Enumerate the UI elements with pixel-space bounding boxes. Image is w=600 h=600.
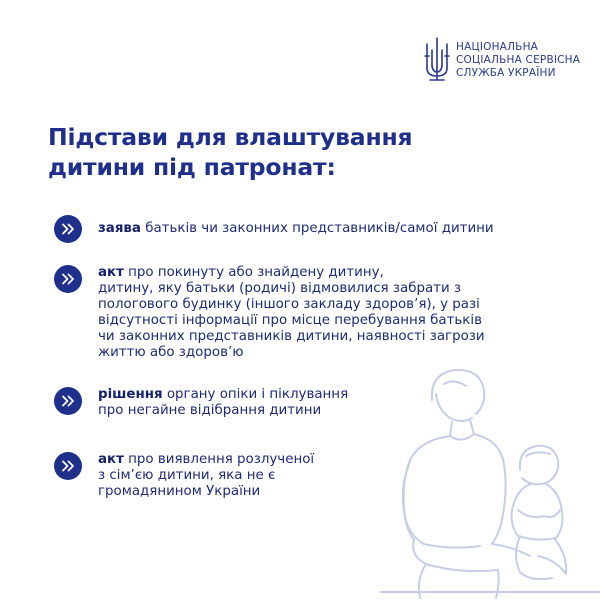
double-chevron-right-icon — [54, 387, 82, 415]
item-keyword: рішення — [98, 387, 163, 402]
logo-line: СОЦІАЛЬНА СЕРВІСНА — [456, 53, 581, 66]
list-item — [54, 215, 558, 243]
father-and-child-illustration — [380, 360, 600, 600]
title-line-2: дитини під патронат: — [48, 153, 336, 181]
item-line: про покинуту або знайдену дитину, — [123, 265, 384, 280]
item-line: відсутності інформації про місце перебування батьків — [98, 313, 482, 328]
item-line: про негайне відібрання дитини — [98, 403, 322, 418]
double-chevron-right-icon — [54, 265, 82, 293]
item-line: з сім’єю дитини, яка не є — [98, 468, 276, 483]
double-chevron-right-icon — [54, 452, 82, 480]
logo-line: НАЦІОНАЛЬНА — [456, 40, 539, 53]
page-title — [48, 122, 468, 182]
item-line: чи законних представників дитини, наявності загрози — [98, 329, 485, 344]
double-chevron-right-icon — [54, 215, 82, 243]
item-line: батьків чи законних представників/самої дитини — [140, 221, 494, 236]
item-line: громадянином України — [98, 484, 261, 499]
logo-text — [456, 41, 580, 80]
title-line-1: Підстави для влаштування — [48, 123, 413, 151]
item-line: про виявлення розлученої — [123, 452, 315, 467]
list-item-text — [98, 265, 558, 361]
item-line: пологового будинку (іншого закладу здоров’я), у разі — [98, 297, 480, 312]
logo-line: СЛУЖБА УКРАЇНИ — [456, 66, 556, 79]
list-item-text — [98, 221, 558, 237]
item-keyword: заява — [98, 221, 141, 236]
logo — [424, 36, 580, 84]
item-keyword: акт — [98, 452, 124, 467]
item-keyword: акт — [98, 265, 124, 280]
trident-emblem-icon — [424, 36, 450, 84]
item-line: органу опіки і піклування — [162, 387, 349, 402]
list-item — [54, 265, 558, 361]
item-line: життю або здоров’ю — [98, 345, 244, 360]
item-line: дитину, яку батьки (родичі) відмовилися забрати з — [98, 281, 462, 296]
